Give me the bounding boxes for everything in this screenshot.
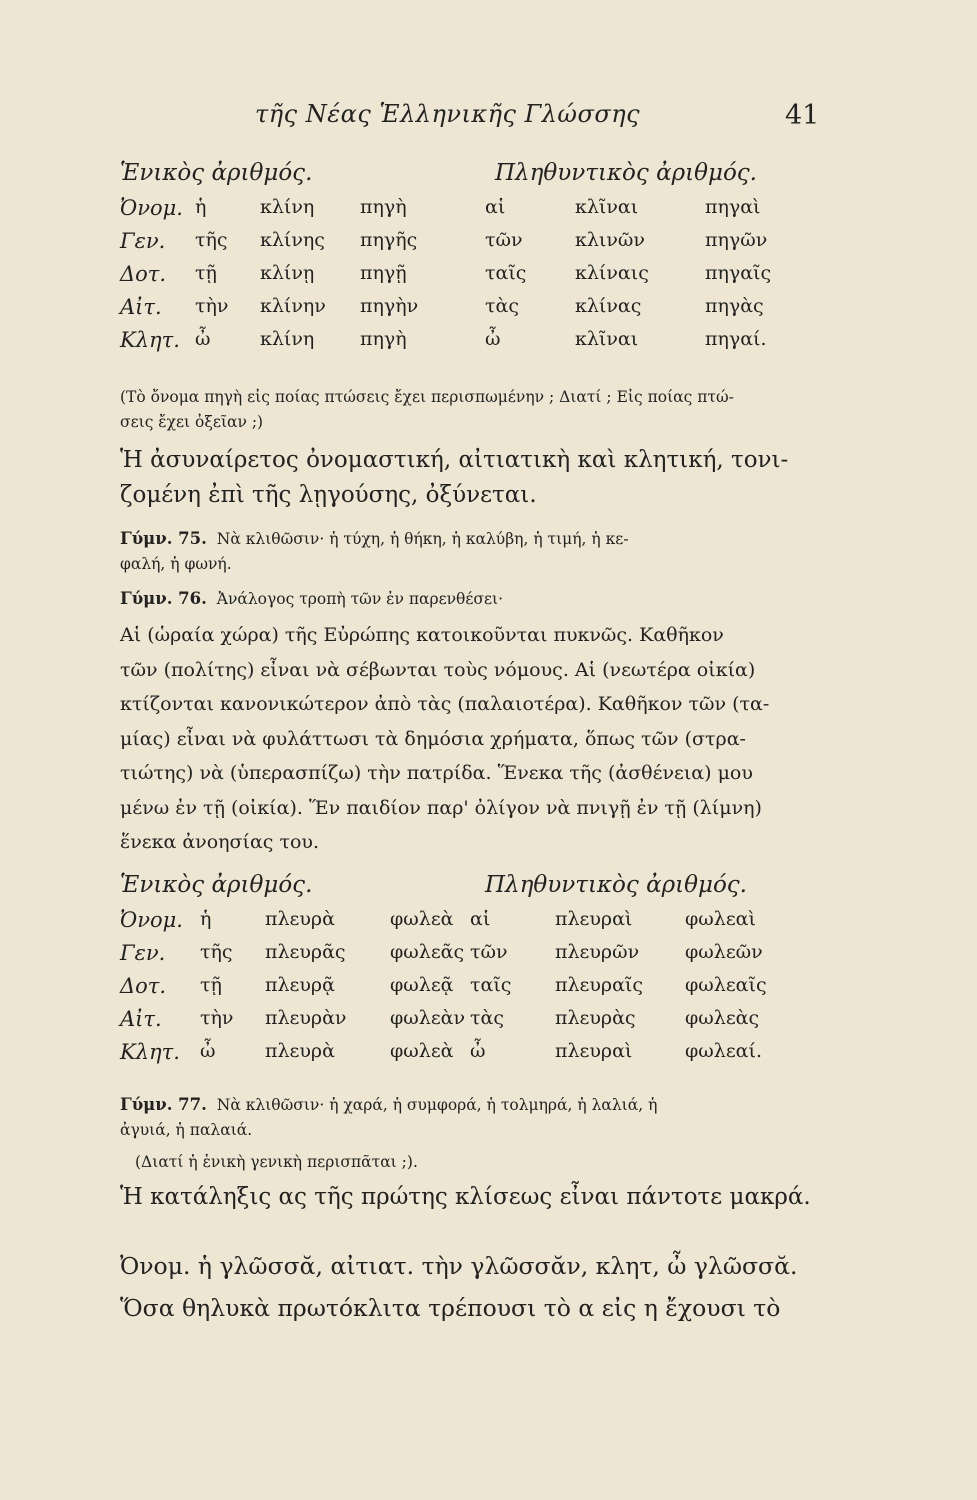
table-row [120, 1007, 820, 1040]
table-row [120, 229, 820, 262]
word: πλευραὶ [555, 1040, 633, 1062]
article: τὴν [195, 295, 229, 317]
word: φωλεὰν [390, 1007, 466, 1029]
plural-heading: Πληθυντικὸς ἀριθμός. [495, 160, 757, 186]
note-line: (Διατί ἡ ἑνικὴ γενικὴ περισπᾶται ;). [135, 1153, 418, 1171]
singular-heading: Ἑνικὸς ἀριθμός. [120, 872, 313, 898]
case-label: Ὀνομ. [120, 908, 183, 932]
word: πλευρὰν [265, 1007, 347, 1029]
article: τῇ [195, 262, 217, 284]
case-label: Κλητ. [120, 1040, 180, 1064]
case-label: Γεν. [120, 941, 166, 965]
word: πλευρὰς [555, 1007, 636, 1029]
declension-table-klini-pigi [120, 160, 820, 361]
article: ταῖς [485, 262, 527, 284]
table-row [120, 328, 820, 361]
word: πηγὴν [360, 295, 419, 317]
running-title: τῆς Νέας Ἑλληνικῆς Γλώσσης [255, 100, 641, 128]
article: ἡ [200, 908, 212, 930]
exercise-passage [120, 618, 820, 860]
article: τὰς [470, 1007, 504, 1029]
rule-line: Ἡ κατάληξις ας τῆς πρώτης κλίσεως εἶναι πάντοτε μακρά. [120, 1184, 811, 1210]
exercise-text: Νὰ κλιθῶσιν· ἡ χαρά, ἡ συμφορά, ἡ τολμηρά, ἡ λαλιά, ἡ [216, 1096, 658, 1114]
article: ταῖς [470, 974, 512, 996]
case-label: Κλητ. [120, 328, 180, 352]
exercise-label: Γύμν. 77. [120, 1095, 207, 1114]
passage-line: κτίζονται κανονικώτερον ἀπὸ τὰς (παλαιοτέρα). Καθῆκον τῶν (τα- [120, 693, 770, 715]
table-row [120, 295, 820, 328]
word: κλῖναι [575, 328, 639, 350]
case-label: Γεν. [120, 229, 166, 253]
table-row [120, 196, 820, 229]
article: τῆς [200, 941, 233, 963]
word: φωλεαί. [685, 1040, 763, 1062]
word: φωλεαῖς [685, 974, 767, 996]
word: πλευραὶ [555, 908, 633, 930]
article: ὦ [470, 1040, 486, 1062]
word: κλίνας [575, 295, 642, 317]
word: πηγῆς [360, 229, 418, 251]
passage-line: τιώτης) νὰ (ὑπερασπίζω) τὴν πατρίδα. Ἕνεκα τῆς (ἀσθένεια) μου [120, 762, 753, 784]
word: πηγὴ [360, 196, 407, 218]
word: πηγῶν [705, 229, 768, 251]
singular-heading: Ἑνικὸς ἀριθμός. [120, 160, 313, 186]
article: ὦ [200, 1040, 216, 1062]
note-question-2 [135, 1150, 835, 1175]
article: τὰς [485, 295, 519, 317]
article: αἱ [470, 908, 491, 930]
note-line: σεις ἔχει ὀξεῖαν ;) [120, 413, 264, 431]
word: πλευρῶν [555, 941, 640, 963]
exercise-75 [120, 526, 820, 577]
text-line: Ὀνομ. ἡ γλῶσσᾰ, αἰτιατ. τὴν γλῶσσᾰν, κλητ, ὦ γλῶσσᾰ. [120, 1252, 798, 1280]
article: αἱ [485, 196, 506, 218]
word: κλίνης [260, 229, 325, 251]
word: πηγὴ [360, 328, 407, 350]
passage-line: ἕνεκα ἀνοησίας του. [120, 831, 320, 853]
case-label: Δοτ. [120, 974, 167, 998]
exercise-77 [120, 1092, 820, 1143]
passage-line: μίας) εἶναι νὰ φυλάττωσι τὰ δημόσια χρήματα, ὅπως τῶν (στρα- [120, 727, 746, 750]
rule-long-alpha [120, 1180, 820, 1215]
case-label: Αἰτ. [120, 1007, 162, 1031]
word: κλίναις [575, 262, 649, 284]
text-line: Ὅσα θηλυκὰ πρωτόκλιτα τρέπουσι τὸ α εἰς η ἔχουσι τὸ [120, 1294, 781, 1322]
page-number: 41 [785, 100, 820, 131]
final-paragraph [120, 1245, 820, 1329]
passage-line: Αἱ (ὡραία χώρα) τῆς Εὐρώπης κατοικοῦνται πυκνῶς. Καθῆκον [120, 624, 724, 646]
word: πηγὰς [705, 295, 764, 317]
exercise-76 [120, 586, 820, 612]
page-header [0, 100, 977, 140]
declension-table-plevra-folea [120, 872, 820, 1073]
table-row [120, 1040, 820, 1073]
table-row [120, 941, 820, 974]
word: πηγαῖς [705, 262, 772, 284]
word: πηγαὶ [705, 196, 761, 218]
word: πλευρᾷ [265, 974, 335, 996]
exercise-text: Ἀνάλογος τροπὴ τῶν ἐν παρενθέσει· [216, 590, 504, 608]
exercise-text: φαλή, ἡ φωνή. [120, 555, 232, 573]
exercise-text: ἀγυιά, ἡ παλαιά. [120, 1121, 253, 1139]
exercise-text: Νὰ κλιθῶσιν· ἡ τύχη, ἡ θήκη, ἡ καλύβη, ἡ τιμή, ἡ κε- [216, 530, 629, 548]
word: φωλεὰ [390, 908, 454, 930]
word: πηγῇ [360, 262, 407, 284]
word: φωλεᾷ [390, 974, 454, 996]
plural-heading: Πληθυντικὸς ἀριθμός. [485, 872, 747, 898]
word: πλευρὰ [265, 1040, 335, 1062]
case-label: Δοτ. [120, 262, 167, 286]
word: κλῖναι [575, 196, 639, 218]
word: πλευρὰ [265, 908, 335, 930]
exercise-label: Γύμν. 76. [120, 589, 207, 608]
table-row [120, 262, 820, 295]
word: πηγαί. [705, 328, 767, 350]
word: φωλεὰς [685, 1007, 760, 1029]
article: ὦ [195, 328, 211, 350]
article: τῆς [195, 229, 228, 251]
word: φωλεῶν [685, 941, 763, 963]
word: φωλεαὶ [685, 908, 756, 930]
word: κλίνη [260, 328, 315, 350]
article: τῶν [485, 229, 523, 251]
word: φωλεὰ [390, 1040, 454, 1062]
note-question [120, 385, 820, 435]
word: κλίνη [260, 196, 315, 218]
word: κλινῶν [575, 229, 645, 251]
article: ἡ [195, 196, 207, 218]
word: πλευραῖς [555, 974, 644, 996]
table-row [120, 908, 820, 941]
passage-line: τῶν (πολίτης) εἶναι νὰ σέβωνται τοὺς νόμους. Αἱ (νεωτέρα οἰκία) [120, 658, 756, 681]
article: τῇ [200, 974, 222, 996]
rule-line: Ἡ ἀσυναίρετος ὀνομαστική, αἰτιατικὴ καὶ κλητική, τονι- [120, 447, 789, 473]
table-row [120, 974, 820, 1007]
case-label: Αἰτ. [120, 295, 162, 319]
article: τῶν [470, 941, 508, 963]
passage-line: μένω ἐν τῇ (οἰκία). Ἕν παιδίον παρ' ὀλίγον νὰ πνιγῇ ἐν τῇ (λίμνη) [120, 796, 762, 819]
article: ὦ [485, 328, 501, 350]
note-line: (Τὸ ὄνομα πηγὴ εἰς ποίας πτώσεις ἔχει περισπωμένην ; Διατί ; Εἰς ποίας πτώ- [120, 388, 734, 406]
word: κλίνην [260, 295, 326, 317]
rule-accent [120, 443, 820, 513]
rule-line: ζομένη ἐπὶ τῆς λῃγούσης, ὀξύνεται. [120, 482, 537, 508]
case-label: Ὀνομ. [120, 196, 183, 220]
word: κλίνῃ [260, 262, 315, 284]
article: τὴν [200, 1007, 234, 1029]
word: πλευρᾶς [265, 941, 346, 963]
word: φωλεᾶς [390, 941, 465, 963]
exercise-label: Γύμν. 75. [120, 529, 207, 548]
